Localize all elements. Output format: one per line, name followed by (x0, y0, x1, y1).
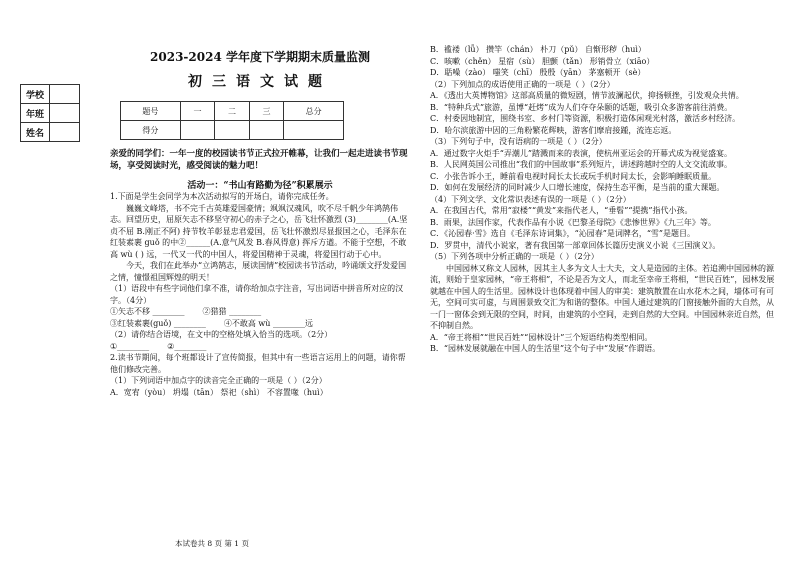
score-cell: 题号 (121, 102, 181, 121)
fill-item[interactable]: ④不敢高 wù ________远 (223, 318, 313, 328)
q2-3-b: B．人民网英国公司推出“我们的中国故事”系列短片，讲述跨越时空的人文交流故事。 (430, 160, 733, 169)
q2-2-c: C．村委因地制宜，围绕书室、乡村门等资源，积极打造体闲观光村落，激活乡村经济。 (430, 114, 741, 123)
fill-item[interactable]: ①________ (110, 341, 150, 351)
score-header-row (121, 102, 344, 121)
question-2-1: （1）下列词语中加点字的读音完全正确的一项是（ ）（2分） (110, 376, 327, 385)
student-info-box (20, 84, 80, 142)
class-input[interactable] (50, 104, 79, 122)
exam-subtitle: 初三语文试题 (188, 74, 332, 90)
q2-3-c: C．小张告诉小王，睡前看电视时间长太长或玩手机时间太长，会影响睡眠质量。 (430, 171, 717, 181)
question-2-intro: 2.读书节期间，每个班都设计了宣传简报，但其中有一些语言运用上的问题，请你帮他们修改完善。 (110, 353, 406, 374)
q2-4-c: C．《沁园春·雪》选自《毛泽东诗词集》，“沁园春”是词牌名，“雪”是题目。 (430, 229, 696, 238)
page-footer: 本试卷共 8 页 第 1 页 (175, 539, 249, 548)
class-row (20, 103, 80, 122)
name-label: 姓名 (21, 123, 50, 141)
fill-row-3 (110, 341, 410, 353)
q2-3-d: D．如何在发展经济的同时减少人口增长速度，保持生态平衡，是当前的重大课题。 (430, 183, 725, 192)
name-row (20, 122, 80, 142)
school-label: 学校 (21, 85, 50, 103)
fill-item[interactable]: ②猎猎 ________ (202, 307, 262, 316)
score-cell: 得分 (121, 121, 181, 140)
question-2-2: （2）下列加点的成语使用正确的一项是（ ）（2分） (430, 79, 615, 89)
score-table (120, 101, 344, 140)
option-d: D．聒噪（zào） 嗤笑（chī） 殷殷（yān） 茅塞顿开（sè） (430, 68, 646, 77)
class-label: 年班 (21, 104, 50, 122)
score-cell: 二 (215, 102, 250, 121)
fill-item[interactable]: ③红装素裹(guǒ) ________ (110, 318, 206, 328)
q2-2-d: D．哈尔滨旅游中因的三角粉繁花辉映，游客们摩肩接踵，流连忘返。 (430, 125, 677, 135)
score-cell: 三 (249, 102, 284, 121)
passage-1: 巍巍文峰塔，书不完千古英雄爱国豪情；飒飒汉魂风，吹不尽千帆少年鸿鹄伟志。回望历史，屈原矢志不移坚守初心的赤子之心，岳飞壮怀激烈 (3)________(A.坚贞不屈 B.刚正不阿) 持节牧羊彰显忠君爱国，岳飞壮怀激烈尽显报国之心，毛泽东在红装素裹 guǒ 的中②______(A.意气风发 B.春风得意) 挥斥方遒。不能于空想，不敢高 wù ( ) 远，一代又一代的中国人，将爱国精神于灵魂，将爱国行动于心中。 (110, 203, 408, 259)
q2-2-b: B．“特种兵式”旅游，虽博“赶烤”成为人们夺夺朵颐的话题，吸引众多游客前往消费。 (430, 102, 733, 112)
option-c: C．咳嗽（chěn） 星宿（sù） 胆颤（tǎn） 形销骨立（xiāo） (430, 56, 655, 66)
question-2-3: （3）下列句子中，没有语病的一项是（ ）（2分） (430, 137, 607, 146)
q2-4-d: D．罗贯中，清代小说家，著有我国第一部章回体长篇历史演义小说《三国演义》。 (430, 240, 721, 250)
q2-5-b: B．“园林发展就融在中国人的生活里”这个句子中“发展”作谓语。 (430, 344, 661, 353)
score-value-row (121, 121, 344, 140)
fill-item[interactable]: ①矢志不移 ________ (110, 307, 185, 316)
question-1-1: （1）语段中有些字词他们拿不准，请你给加点字注音，写出词语中拼音所对应的汉字。（4分） (110, 284, 404, 305)
school-row (20, 84, 80, 103)
question-1-2: （2）请你结合语境，在文中的空格处填入恰当的选项。（2分） (110, 330, 333, 339)
q2-2-a: A．《透出大英博物馆》这部高质量的微短剧，情节波澜起伏，抑扬顿挫，引发观众共情。 (430, 91, 744, 100)
score-cell[interactable] (249, 121, 284, 140)
activity-title: 活动一：“书山有路勤为径”积累展示 (187, 181, 333, 191)
score-cell: 总分 (284, 102, 344, 121)
q2-4-b: B．雨果，法国作家，代表作品有小说《巴黎圣母院》《悲惨世界》《九三年》等。 (430, 217, 716, 227)
score-cell[interactable] (215, 121, 250, 140)
q2-3-a: A．通过数字火炬手“弄潮儿”踏溅而来的表演，使杭州亚运会的开幕式成为视觉盛宴。 (430, 148, 732, 158)
left-column (110, 44, 410, 398)
right-column (430, 44, 780, 355)
school-input[interactable] (50, 85, 79, 103)
name-input[interactable] (50, 123, 79, 141)
question-1-intro: 1.下面是学生会同学为本次活动拟写的开场白，请你完成任务。 (110, 192, 334, 201)
score-cell: 一 (180, 102, 215, 121)
option-b: B．褴褛（lǚ） 攒竿（chán） 朴刀（pǔ） 自惭形秽（huì） (430, 45, 646, 54)
greeting-text: 亲爱的同学们：一年一度的校园读书节正式拉开帷幕，让我们一起走进读书节现场，享受阅读时光，感受阅读的魅力吧！ (110, 149, 408, 171)
score-cell[interactable] (284, 121, 344, 140)
question-2-4: （4）下列文学、文化常识表述有误的一项是（ ）（2分） (430, 194, 631, 204)
exam-title: 2023-2024 学年度下学期期末质量监测 (150, 50, 370, 64)
q2-5-a: A．“帝王将相”“世民百姓”“园林设计”三个短语结构类型相同。 (430, 332, 653, 342)
fill-item[interactable]: ②________ (167, 341, 207, 351)
score-cell[interactable] (180, 121, 215, 140)
q2-4-a: A．在我国古代，常用“寂楼”“黄发”来指代老人，“垂髫”“提携”指代小孩。 (430, 206, 693, 215)
fill-row-2 (110, 318, 410, 330)
fill-row-1 (110, 306, 410, 318)
garden-passage: 中国园林又称文人园林，因其主人多为文人士大夫，文人是造园的主体。若追溯中国园林的源流，则始于皇家园林，“帝王将相”，不论是否为文人，而北至幸帝王将相，“世民百姓”，园林发展就越在中国人的生活里。园林设计也体现着中国人的审美：建筑散置在山水花木之间，墙体可有可无，空间可实可虚，与周围景致交汇为和谐的整体。中国人通过建筑的门窗接触外面的大自然，从一门一窗体会到无限的空间，时间，由建筑的小空间，走到自然的大空间。中国园林亲近自然，但不抑制自然。 (430, 263, 775, 330)
passage-2: 今天，我们在此举办“立鸿鹄志，展读国情”校园读书节活动，吟诵颂文抒发爱国之情，憧憬祖国辉煌的明天！ (110, 261, 407, 282)
option-a: A．宽宥（yòu） 坍塌（tān） 祭祀（shì） 不容置喙（huì） (110, 387, 328, 397)
question-2-5: （5）下列各项中分析正确的一项是（ ）（2分） (430, 252, 599, 261)
